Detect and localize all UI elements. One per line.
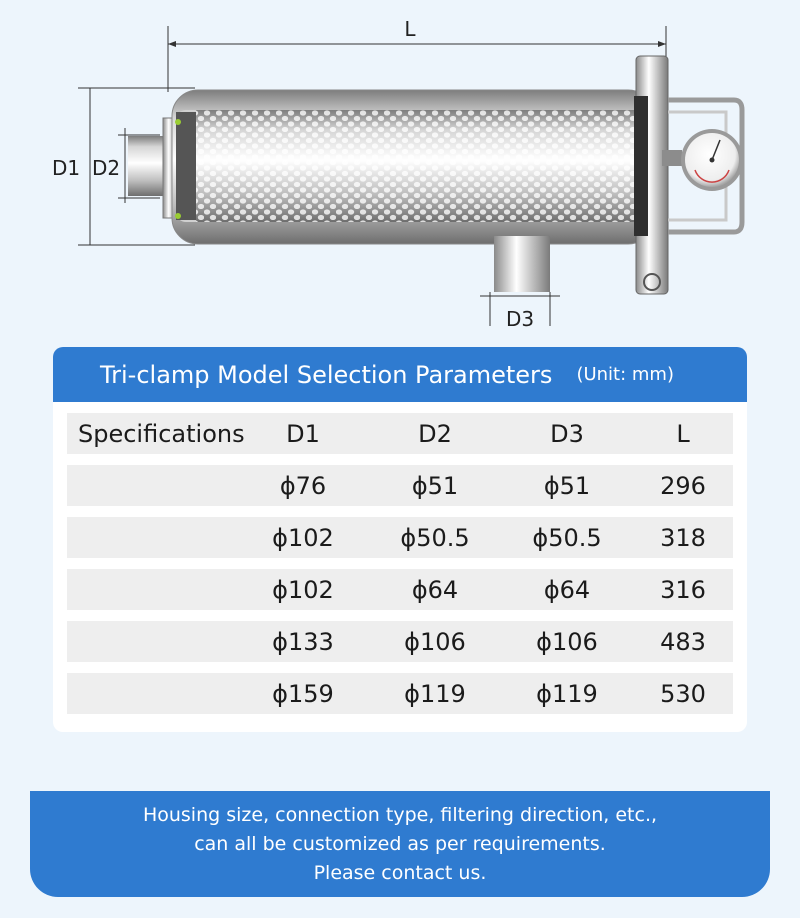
table-header-row	[67, 413, 733, 454]
cell-L: 316	[660, 575, 706, 604]
cell-D3: ϕ119	[536, 679, 598, 708]
table-title: Tri-clamp Model Selection Parameters	[100, 360, 553, 389]
cell-D1: ϕ102	[272, 575, 334, 604]
cell-D1: ϕ133	[272, 627, 334, 656]
cell-D2: ϕ106	[404, 627, 466, 656]
cell-D1: ϕ76	[279, 471, 327, 500]
cell-D3: ϕ106	[536, 627, 598, 656]
table-header-bar	[53, 347, 747, 402]
label-L: L	[404, 17, 416, 41]
cell-D3: ϕ64	[543, 575, 591, 604]
cell-D1: ϕ159	[272, 679, 334, 708]
header-L: L	[676, 419, 690, 448]
label-D1: D1	[51, 156, 81, 180]
header-D1: D1	[286, 419, 320, 448]
header-D3: D3	[550, 419, 584, 448]
header-D2: D2	[418, 419, 452, 448]
cell-D2: ϕ51	[411, 471, 459, 500]
cell-L: 318	[660, 523, 706, 552]
table-row	[67, 517, 733, 558]
cell-D2: ϕ119	[404, 679, 466, 708]
table-unit: (Unit: mm)	[576, 364, 674, 385]
cell-L: 296	[660, 471, 706, 500]
label-D3: D3	[505, 307, 535, 331]
filter-housing-diagram	[0, 0, 800, 340]
cell-D3: ϕ50.5	[532, 523, 602, 552]
cell-D2: ϕ64	[411, 575, 459, 604]
parameter-table-panel	[53, 347, 747, 732]
table-row	[67, 673, 733, 714]
dimension-L	[168, 17, 666, 92]
cell-L: 530	[660, 679, 706, 708]
footer-line: Please contact us.	[313, 861, 487, 884]
table-row	[67, 621, 733, 662]
label-D2: D2	[91, 156, 121, 180]
cell-D3: ϕ51	[543, 471, 591, 500]
header-specifications: Specifications	[78, 419, 245, 448]
footer-line: Housing size, connection type, filtering direction, etc.,	[142, 803, 658, 826]
dimension-D3	[480, 292, 560, 331]
cell-L: 483	[660, 627, 706, 656]
table-row	[67, 569, 733, 610]
outlet-pipe	[494, 236, 550, 292]
footer-line: can all be customized as per requirements.	[194, 832, 606, 855]
cell-D1: ϕ102	[272, 523, 334, 552]
footer-banner	[30, 791, 770, 897]
cell-D2: ϕ50.5	[400, 523, 470, 552]
pressure-gauge-icon	[662, 129, 743, 191]
table-row	[67, 465, 733, 506]
